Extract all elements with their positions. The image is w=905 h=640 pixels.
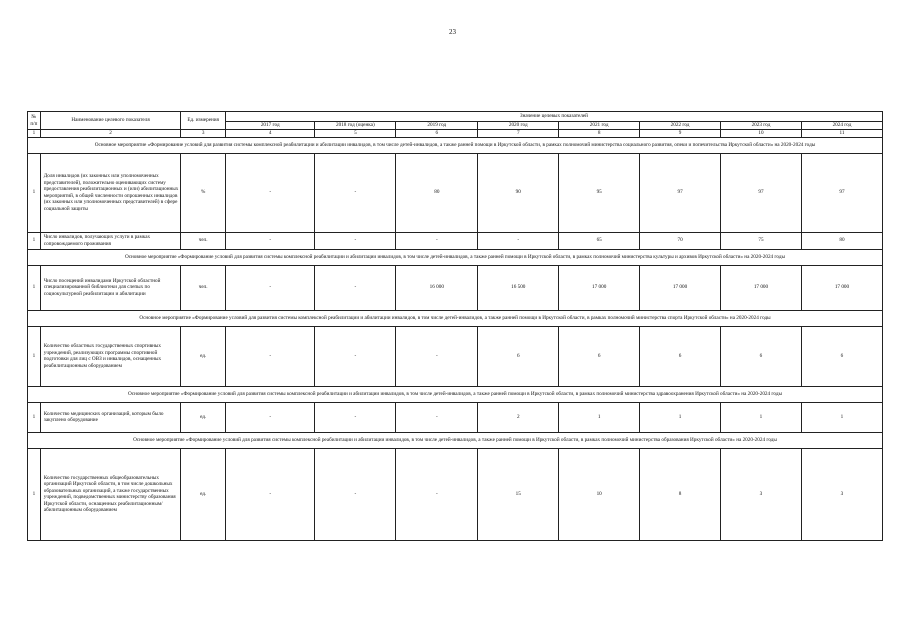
column-number: 3 [181, 130, 226, 138]
column-number: 11 [801, 130, 882, 138]
value-cell: 95 [559, 153, 640, 232]
value-cell: 1 [640, 402, 721, 432]
value-cell: 10 [559, 448, 640, 540]
header-year: 2021 год [559, 122, 640, 130]
indicator-row [28, 448, 883, 540]
value-cell: 6 [721, 326, 802, 386]
value-cell: 90 [478, 153, 559, 232]
header-year: 2022 год [640, 122, 721, 130]
row-number: 1 [28, 232, 41, 249]
indicator-name: Количество государственных общеобразовательных организаций Иркутской области, в том числе дошкольных образовательных организаций, а также государственных учреждений, подведомственных министерству образования Иркутской области, оснащенных реабилитационным/абилитационным оборудованием [40, 448, 181, 540]
header-year: 2018 год (оценка) [315, 122, 396, 130]
value-cell: - [396, 326, 478, 386]
value-cell: 6 [478, 326, 559, 386]
table-body [28, 130, 883, 541]
value-cell: 16 500 [478, 265, 559, 310]
section-row [28, 386, 883, 402]
value-cell: 3 [801, 448, 882, 540]
value-cell: 75 [721, 232, 802, 249]
indicator-name: Количество медицинских организаций, которым было закуплено оборудование [40, 402, 181, 432]
indicator-name: Доля инвалидов (их законных или уполномоченных представителей), положительно оценивающих систему предоставления реабилитационных и (или) абилитационных мероприятий, в общей численности опрошенных инвалидов (их законных или уполномоченных представителей) в сфере социальной защиты [40, 153, 181, 232]
value-cell: - [396, 232, 478, 249]
value-cell: - [226, 232, 315, 249]
unit-cell: чел. [181, 232, 226, 249]
value-cell: 65 [559, 232, 640, 249]
value-cell: - [315, 326, 396, 386]
header-values-group: Значение целевых показателей [226, 112, 883, 122]
row-number: 1 [28, 402, 41, 432]
value-cell: 17 000 [640, 265, 721, 310]
page-number: 23 [449, 28, 456, 36]
value-cell: 1 [559, 402, 640, 432]
column-number: 5 [315, 130, 396, 138]
indicator-name: Количество областных государственных спортивных учреждений, реализующих программы спортивной подготовки для лиц с ОВЗ и инвалидов, оснащенных реабилитационным оборудованием [40, 326, 181, 386]
value-cell: 6 [559, 326, 640, 386]
value-cell: 6 [801, 326, 882, 386]
row-number: 1 [28, 448, 41, 540]
header-unit: Ед. измерения [181, 112, 226, 130]
indicator-row [28, 326, 883, 386]
unit-cell: ед. [181, 402, 226, 432]
header-year: 2019 год [396, 122, 478, 130]
value-cell: 97 [801, 153, 882, 232]
value-cell: 17 000 [559, 265, 640, 310]
section-row [28, 432, 883, 448]
value-cell: - [226, 153, 315, 232]
column-numbers-row [28, 130, 883, 138]
value-cell: 16 000 [396, 265, 478, 310]
row-number: 1 [28, 326, 41, 386]
column-number: 9 [640, 130, 721, 138]
value-cell: - [396, 402, 478, 432]
value-cell: 8 [640, 448, 721, 540]
value-cell: 80 [801, 232, 882, 249]
value-cell: 1 [801, 402, 882, 432]
unit-cell: ед. [181, 326, 226, 386]
value-cell: 97 [721, 153, 802, 232]
section-title: Основное мероприятие «Формирование условий для развития системы комплексной реабилитации и абилитации инвалидов, в том числе детей-инвалидов, а также ранней помощи в Иркутской области, в рамках полномочий министерства культуры и архивов Иркутской области» на 2020-2024 годы [28, 249, 883, 265]
section-row [28, 137, 883, 153]
column-number: 1 [28, 130, 41, 138]
section-title: Основное мероприятие «Формирование условий для развития системы комплексной реабилитации и абилитации инвалидов, в том числе детей-инвалидов, а также ранней помощи в Иркутской области, в рамках полномочий министерства образования Иркутской области» на 2020-2024 годы [28, 432, 883, 448]
column-number: 10 [721, 130, 802, 138]
indicator-name: Число посещений инвалидами Иркутской областной специализированной библиотеки для слепых по социокультурной реабилитации и абилитации [40, 265, 181, 310]
value-cell: - [315, 265, 396, 310]
value-cell: - [396, 448, 478, 540]
indicator-row [28, 153, 883, 232]
value-cell: - [315, 153, 396, 232]
unit-cell: чел. [181, 265, 226, 310]
value-cell: 1 [721, 402, 802, 432]
header-name: Наименование целевого показателя [40, 112, 181, 130]
section-title: Основное мероприятие «Формирование условий для развития системы комплексной реабилитации и абилитации инвалидов, в том числе детей-инвалидов, а также ранней помощи в Иркутской области, в рамках полномочий министерства спорта Иркутской области» на 2020-2024 годы [28, 310, 883, 326]
column-number: 2 [40, 130, 181, 138]
value-cell: - [226, 402, 315, 432]
value-cell: - [226, 265, 315, 310]
value-cell: 15 [478, 448, 559, 540]
value-cell: 6 [640, 326, 721, 386]
indicator-row [28, 232, 883, 249]
target-indicators-table [27, 111, 883, 541]
section-row [28, 310, 883, 326]
column-number: 8 [559, 130, 640, 138]
header-year: 2017 год [226, 122, 315, 130]
unit-cell: % [181, 153, 226, 232]
target-indicators-table-wrap [27, 111, 883, 541]
section-row [28, 249, 883, 265]
header-num: № п/п [28, 112, 41, 130]
value-cell: 97 [640, 153, 721, 232]
value-cell: 2 [478, 402, 559, 432]
indicator-row [28, 265, 883, 310]
value-cell: - [478, 232, 559, 249]
value-cell: - [226, 326, 315, 386]
row-number: 1 [28, 153, 41, 232]
value-cell: - [315, 448, 396, 540]
header-year: 2024 год [801, 122, 882, 130]
value-cell: 17 000 [721, 265, 802, 310]
unit-cell: ед. [181, 448, 226, 540]
value-cell: 17 000 [801, 265, 882, 310]
row-number: 1 [28, 265, 41, 310]
indicator-name: Число инвалидов, получающих услуги в рамках сопровождаемого проживания [40, 232, 181, 249]
section-title: Основное мероприятие «Формирование условий для развития системы комплексной реабилитации и абилитации инвалидов, в том числе детей-инвалидов, а также ранней помощи в Иркутской области, в рамках полномочий министерства здравоохранения Иркутской области» на 2020-2024 годы [28, 386, 883, 402]
column-number: 7 [478, 130, 559, 138]
value-cell: - [315, 402, 396, 432]
header-year: 2023 год [721, 122, 802, 130]
column-number: 6 [396, 130, 478, 138]
header-year: 2020 год [478, 122, 559, 130]
value-cell: 3 [721, 448, 802, 540]
value-cell: - [226, 448, 315, 540]
value-cell: 80 [396, 153, 478, 232]
indicator-row [28, 402, 883, 432]
column-number: 4 [226, 130, 315, 138]
section-title: Основное мероприятие «Формирование условий для развития системы комплексной реабилитации и абилитации инвалидов, в том числе детей-инвалидов, а также ранней помощи в Иркутской области, в рамках полномочий министерства социального развития, опеки и попечительства Иркутской области» на 2020-2024 годы [28, 137, 883, 153]
value-cell: - [315, 232, 396, 249]
value-cell: 70 [640, 232, 721, 249]
